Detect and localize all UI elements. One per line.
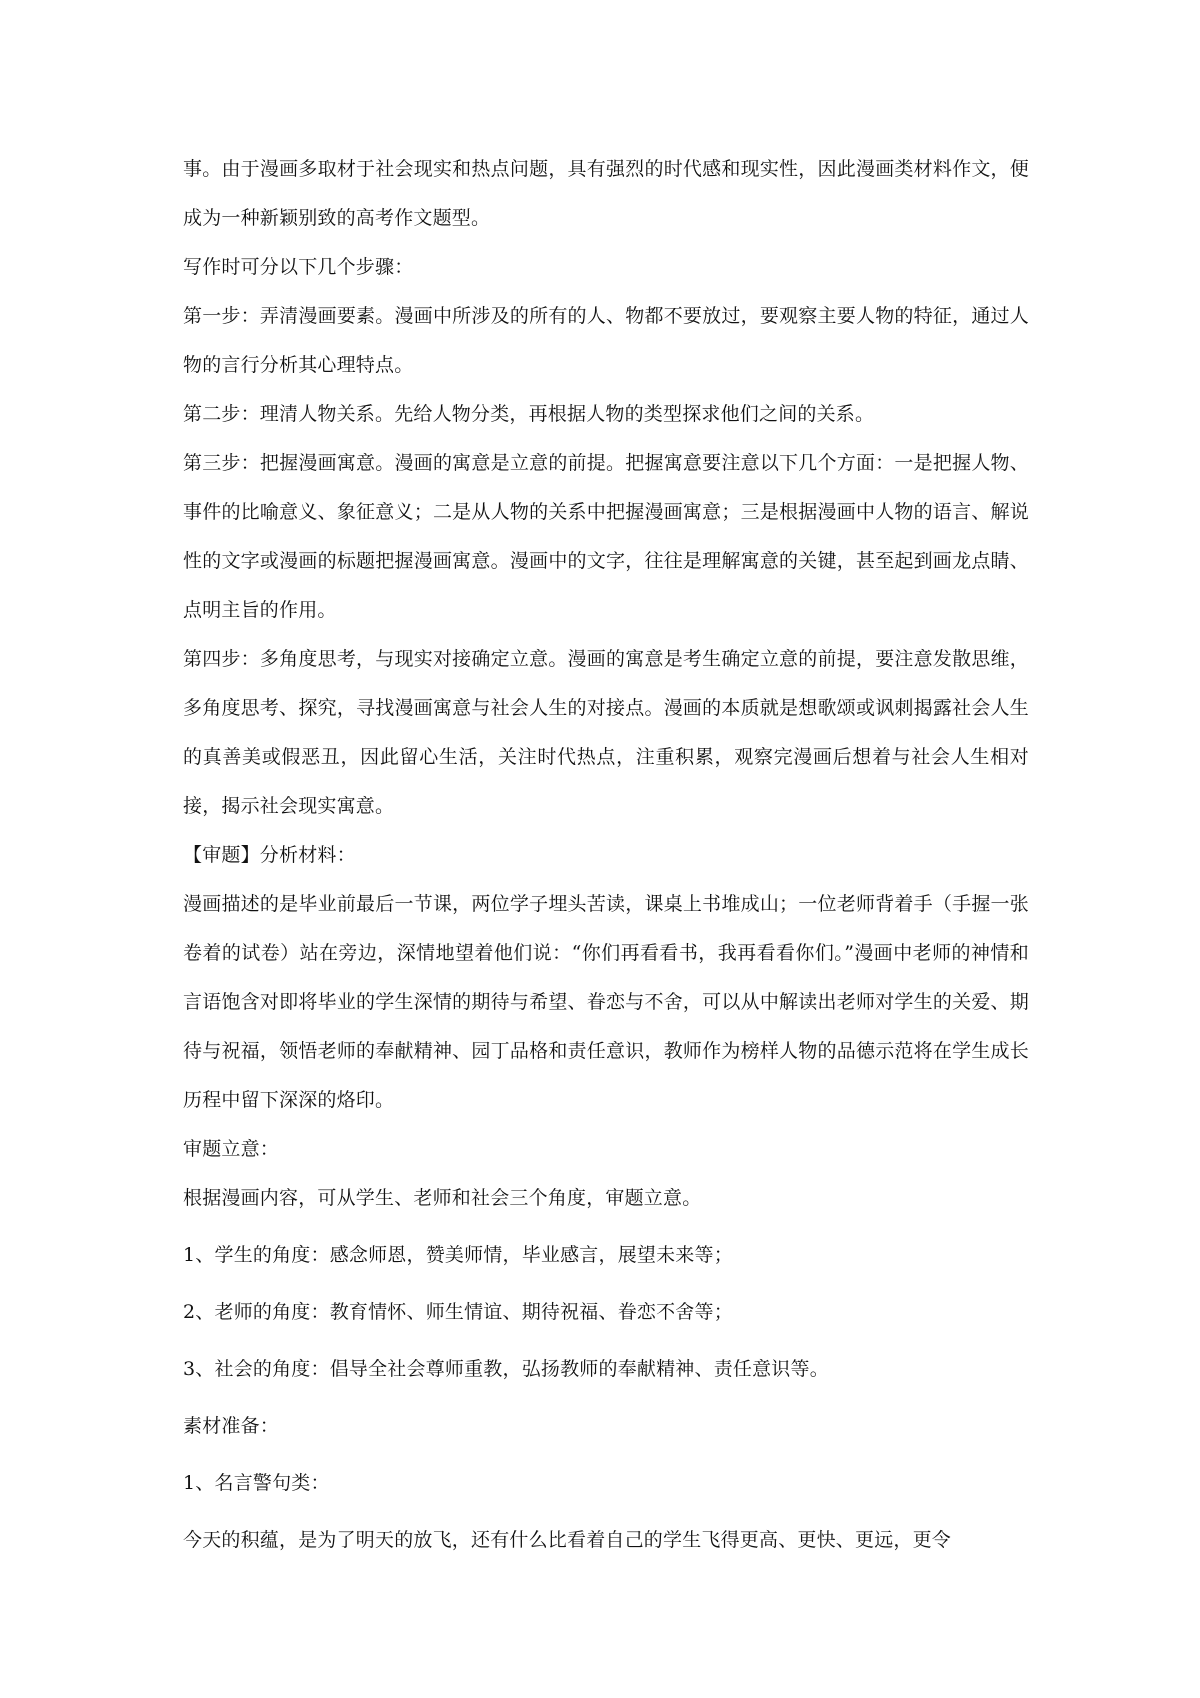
list-item-teacher-angle: 2、老师的角度：教育情怀、师生情谊、期待祝福、眷恋不舍等；	[183, 1301, 733, 1323]
paragraph-material-heading: 素材准备：	[183, 1415, 280, 1437]
paragraph-step-two: 第二步：理清人物关系。先给人物分类，再根据人物的类型探求他们之间的关系。	[183, 403, 875, 425]
paragraph-theme-intro: 根据漫画内容，可从学生、老师和社会三个角度，审题立意。	[183, 1187, 702, 1209]
paragraph-steps-heading: 写作时可分以下几个步骤：	[183, 256, 414, 278]
paragraph-step-three: 第三步：把握漫画寓意。漫画的寓意是立意的前提。把握寓意要注意以下几个方面：一是把握人物、事件的比喻意义、象征意义；二是从人物的关系中把握漫画寓意；三是根据漫画中人物的语言、解说性的文字或漫画的标题把握漫画寓意。漫画中的文字，往往是理解寓意的关键，甚至起到画龙点睛、点明主旨的作用。	[183, 452, 1029, 621]
paragraph-intro-continued: 事。由于漫画多取材于社会现实和热点问题，具有强烈的时代感和现实性，因此漫画类材料作文，便成为一种新颖别致的高考作文题型。	[183, 158, 1029, 229]
list-item-student-angle: 1、学生的角度：感念师恩，赞美师情，毕业感言，展望未来等；	[183, 1244, 733, 1266]
paragraph-quote-text: 今天的积蕴，是为了明天的放飞，还有什么比看着自己的学生飞得更高、更快、更远，更令	[183, 1529, 952, 1551]
paragraph-step-one: 第一步：弄清漫画要素。漫画中所涉及的所有的人、物都不要放过，要观察主要人物的特征，通过人物的言行分析其心理特点。	[183, 305, 1029, 376]
paragraph-comic-description: 漫画描述的是毕业前最后一节课，两位学子埋头苦读，课桌上书堆成山；一位老师背着手（手握一张卷着的试卷）站在旁边，深情地望着他们说：“你们再看看书，我再看看你们。”漫画中老师的神情和言语饱含对即将毕业的学生深情的期待与希望、眷恋与不舍，可以从中解读出老师对学生的关爱、期待与祝福，领悟老师的奉献精神、园丁品格和责任意识，教师作为榜样人物的品德示范将在学生成长历程中留下深深的烙印。	[183, 893, 1029, 1111]
list-item-quotes: 1、名言警句类：	[183, 1472, 330, 1494]
list-item-society-angle: 3、社会的角度：倡导全社会尊师重教，弘扬教师的奉献精神、责任意识等。	[183, 1358, 829, 1380]
paragraph-analysis-heading: 【审题】分析材料：	[183, 844, 356, 866]
paragraph-step-four: 第四步：多角度思考，与现实对接确定立意。漫画的寓意是考生确定立意的前提，要注意发散思维，多角度思考、探究，寻找漫画寓意与社会人生的对接点。漫画的本质就是想歌颂或讽刺揭露社会人生的真善美或假恶丑，因此留心生活，关注时代热点，注重积累，观察完漫画后想着与社会人生相对接，揭示社会现实寓意。	[183, 648, 1029, 817]
paragraph-theme-heading: 审题立意：	[183, 1138, 280, 1160]
